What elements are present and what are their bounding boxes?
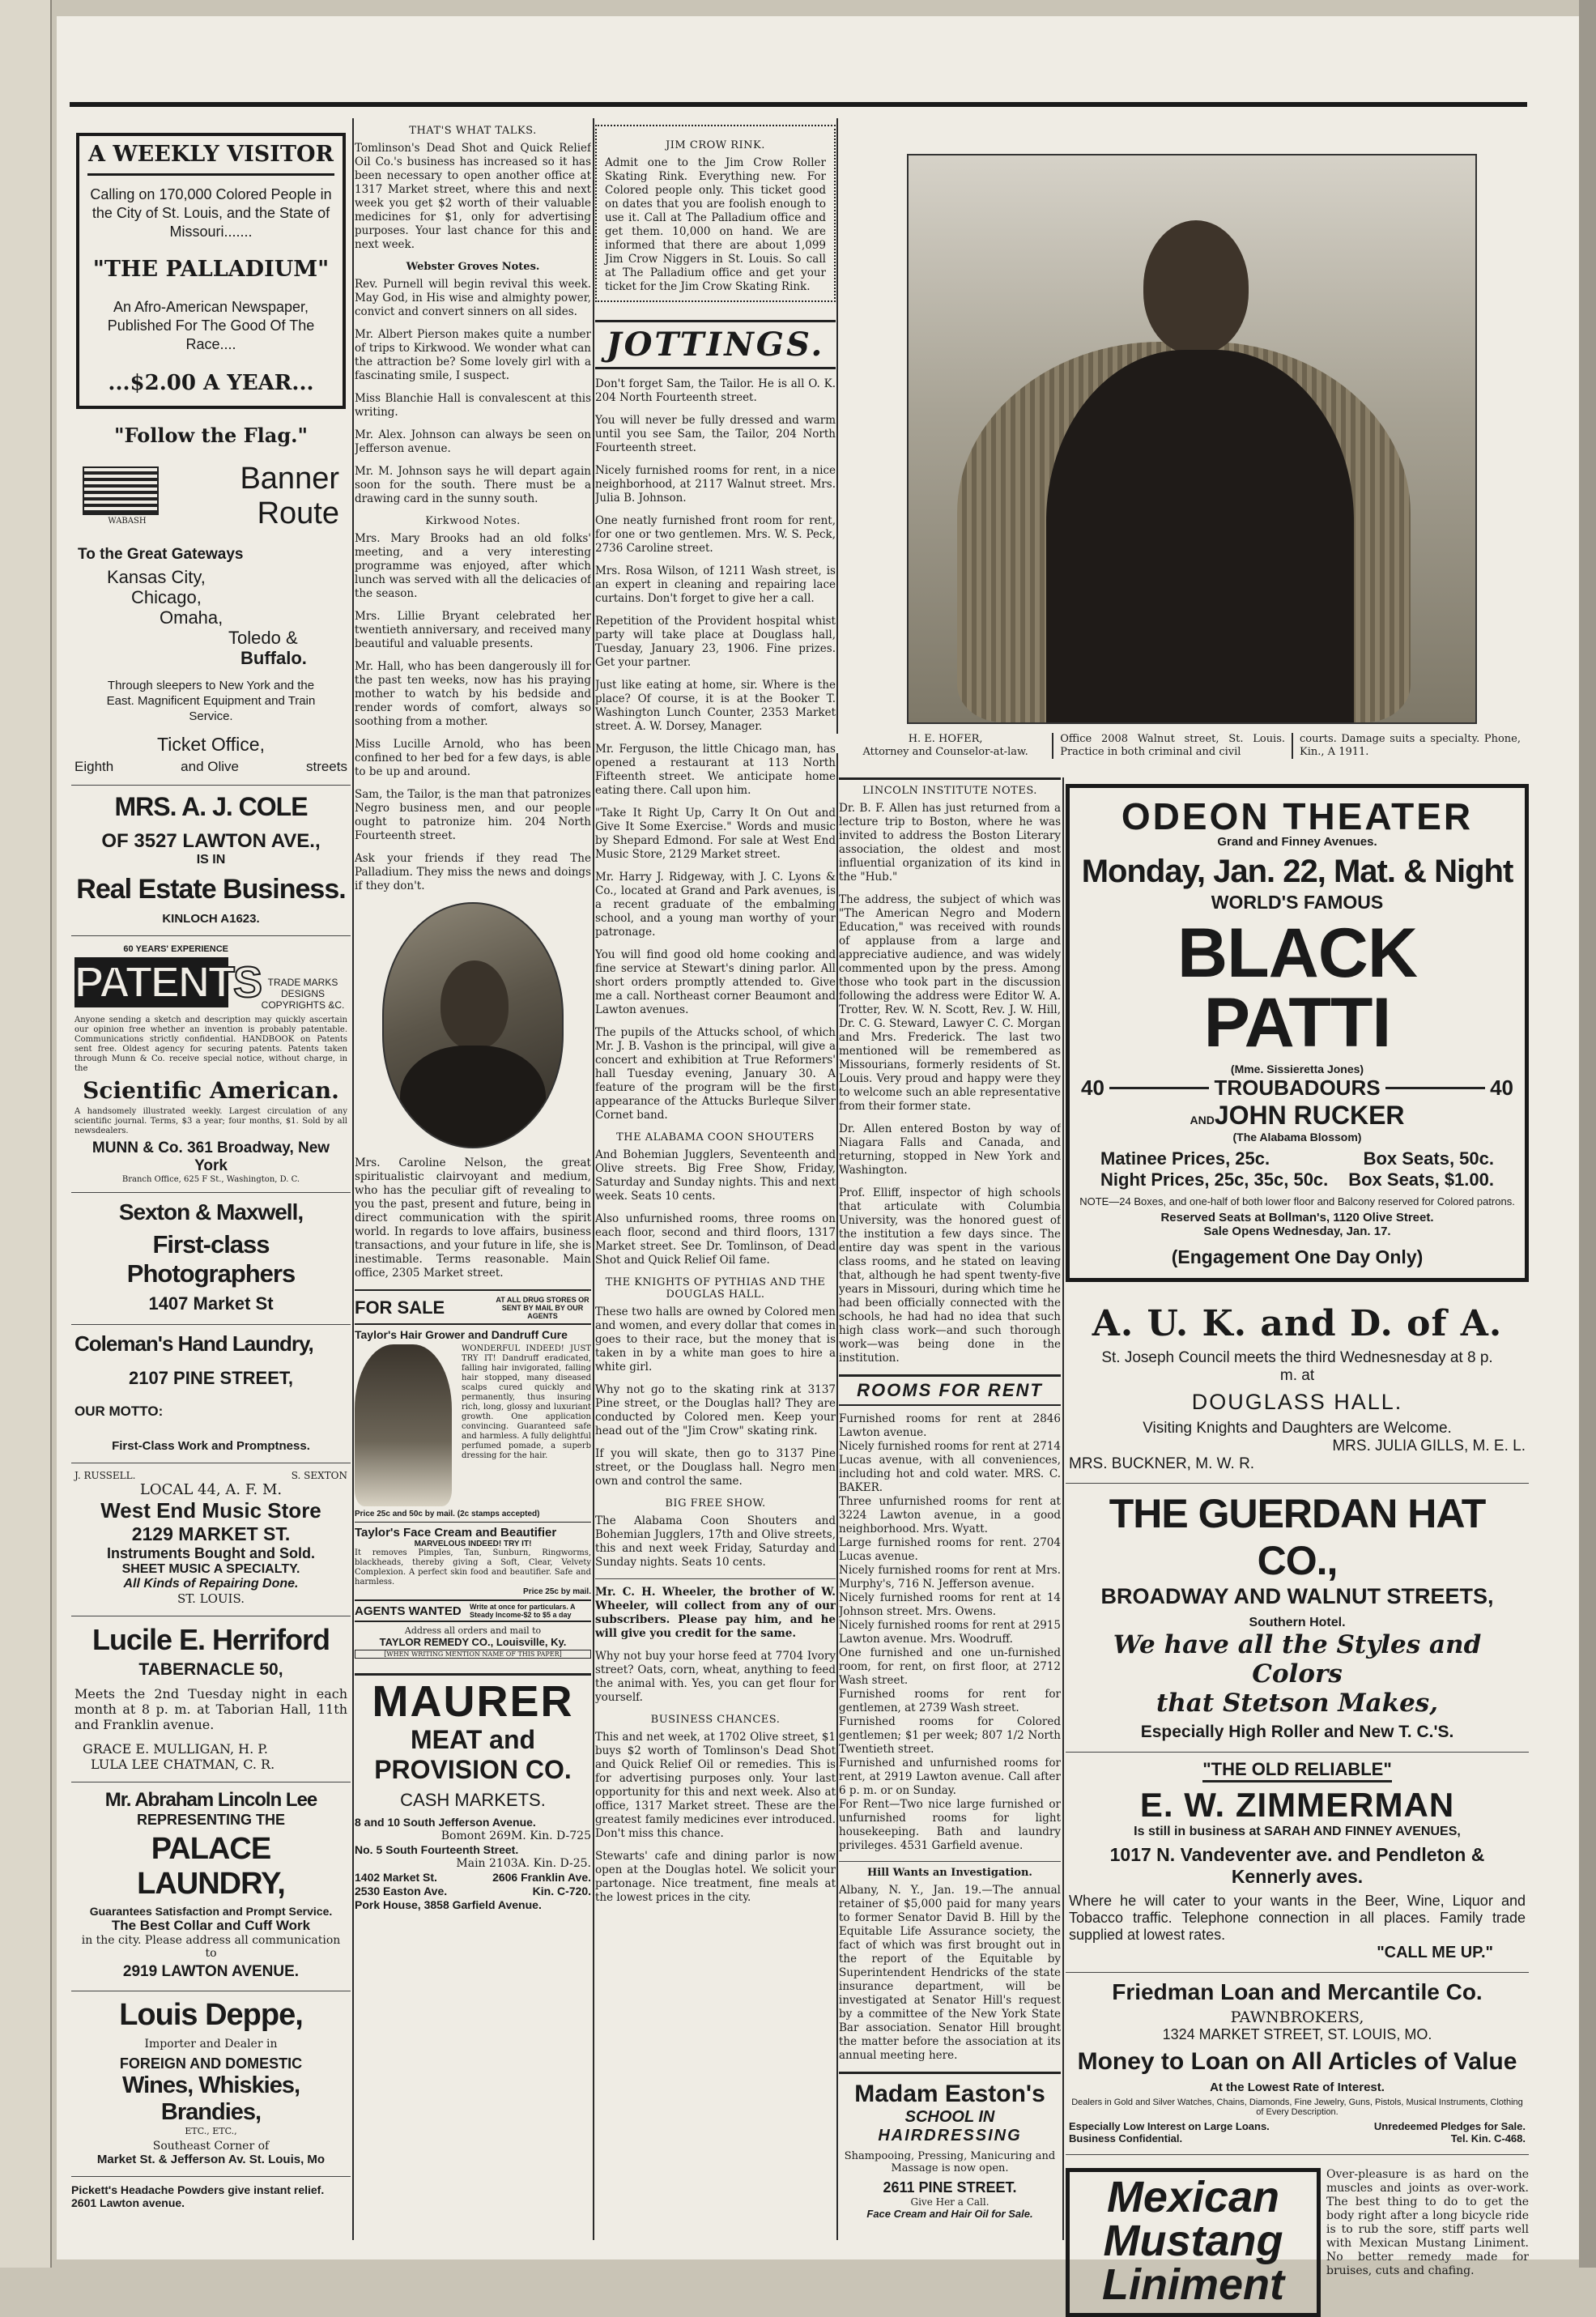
lincoln-item: Prof. Elliff, inspector of high schools that articulate with Columbia University, was the honored guest of the institution a few days since. The entire day was spent in the various class rooms, and he stated on leaving that, although he had spent twenty-five years in Missouri, during which time he had been officially connected with the schools, he had had no idea that such high class work—and such thorough work—was being done in the institution. bbox=[839, 1186, 1061, 1365]
for-sale-side: AT ALL DRUG STORES OR SENT BY MAIL BY OUR AGENTS bbox=[496, 1296, 589, 1320]
sexton-line: First-class Photographers bbox=[126, 1229, 296, 1288]
kirkwood-item: Mr. Hall, who has been dangerously ill for the past ten weeks, now has his praying mother to watch by his bedside and render words of comfort, always so soothing from a mother. bbox=[355, 660, 591, 728]
patents-body: Anyone sending a sketch and description may quickly ascertain our opinion free whether an invention is probably patentable. Communications strictly confidential. HANDBOOK on Patents sent free. Oldest agency for securing patents. Patents taken through Munn & Co. receive special notice, without charge, in the bbox=[74, 1015, 347, 1073]
guerdan-addr: BROADWAY AND WALNUT STREETS, bbox=[1100, 1584, 1494, 1608]
lincoln-item: Dr. B. F. Allen has just returned from a lecture trip to Boston, where he was invited to address the Boston Literary association, the oldest and most influential organization of its kind in the "Hub." bbox=[839, 802, 1061, 884]
coleman-laundry-ad bbox=[71, 1325, 351, 1463]
webster-item: Rev. Purnell will begin revival this week. May God, in His wise and almighty power, convict and convert sinners on all sides. bbox=[355, 278, 591, 318]
mustang-l3: Liniment bbox=[1102, 2260, 1284, 2309]
city-kansas: Kansas City, bbox=[107, 566, 206, 587]
auk-name: A. U. K. and D. of A. bbox=[1092, 1303, 1503, 1344]
lee-name: Mr. Abraham Lincoln Lee bbox=[104, 1788, 317, 1811]
auk-buckner: MRS. BUCKNER, M. W. R. bbox=[1069, 1455, 1255, 1472]
mustang-l1: Mexican bbox=[1106, 2173, 1280, 2221]
jotting-item: You will never be fully dressed and warm until you see Sam, the Tailor, 204 North Fourteenth street. bbox=[595, 414, 836, 454]
weekly-visitor-desc: Calling on 170,000 Colored People in the City of St. Louis, and the State of Missouri....... bbox=[90, 186, 332, 241]
portrait-face bbox=[440, 960, 509, 1050]
mustang-body: Over-pleasure is as hard on the muscles and joints as over-work. The best thing to do to get the body right after a long bicycle ride is to rub the sore, stiff parts well with Mexican Mustang Liniment. No better remedy made for bruises, cuts and chafing. bbox=[1326, 2168, 1529, 2277]
page-edge-shadow bbox=[1579, 0, 1596, 2268]
webster-item: Mr. M. Johnson says he will depart again soon for the south. There must be a drawing card in the sunny south. bbox=[355, 465, 591, 505]
taylor-ad bbox=[355, 1289, 591, 1659]
kirkwood-item: Mrs. Lillie Bryant celebrated her twentieth anniversary, and received many beautiful and valuable presents. bbox=[355, 610, 591, 650]
maurer-addr1: 8 and 10 South Jefferson Avenue. bbox=[355, 1815, 536, 1829]
city-omaha: Omaha, bbox=[160, 607, 223, 628]
hofer-caption-right: courts. Damage suits a specialty. Phone, Kin., A 1911. bbox=[1292, 733, 1527, 759]
mat-box: Box Seats, 50c. bbox=[1363, 1148, 1494, 1169]
night-box: Box Seats, $1.00. bbox=[1348, 1169, 1494, 1190]
kirkwood-item: Sam, the Tailor, is the man that patronizes Negro business men, and our people ought to patronize him. 204 North Fourteenth street. bbox=[355, 788, 591, 842]
column-rule bbox=[352, 118, 354, 2240]
friedman-ad bbox=[1066, 1973, 1529, 2155]
munn-branch: Branch Office, 625 F St., Washington, D. C. bbox=[121, 1174, 300, 1184]
zimmerman-call: "CALL ME UP." bbox=[1377, 1944, 1493, 1961]
odeon-fame: WORLD'S FAMOUS bbox=[1211, 892, 1384, 913]
friedman-right1: Unredeemed Pledges for Sale. bbox=[1373, 2120, 1526, 2132]
odeon-sale: Sale Opens Wednesday, Jan. 17. bbox=[1203, 1225, 1391, 1238]
city-toledo: Toledo & bbox=[228, 627, 298, 648]
cole-business: Real Estate Business. bbox=[76, 873, 346, 905]
zimmerman-ad bbox=[1066, 1753, 1529, 1973]
sexton-name: Sexton & Maxwell, bbox=[118, 1199, 304, 1225]
old-reliable: "THE OLD RELIABLE" bbox=[1202, 1759, 1392, 1782]
column-4 bbox=[839, 771, 1061, 2220]
jim-crow-head: JIM CROW RINK. bbox=[666, 139, 765, 151]
auk-body: St. Joseph Council meets the third Wednesnesday at 8 p. m. at bbox=[1101, 1349, 1493, 1384]
lee-line3: in the city. Please address all communication to bbox=[81, 1933, 341, 1960]
zimmerman-name: E. W. ZIMMERMAN bbox=[1139, 1786, 1455, 1824]
room-listing: For Rent—Two nice large furnished or unfurnished rooms for light housekeeping. Bath and laundry privileges. 4531 Garfield avenue. bbox=[839, 1798, 1061, 1852]
sexton-maxwell-ad bbox=[71, 1193, 351, 1325]
stewart-notice: Stewarts' cafe and dining parlor is now open at the Douglas hotel. We solicit your partonage. Nice treatment, fine meals at the lowest prices in the city. bbox=[595, 1850, 836, 1904]
taylor-addr-label: Address all orders and mail to bbox=[404, 1625, 542, 1636]
odeon-reserved: Reserved Seats at Bollman's, 1120 Olive Street. bbox=[1160, 1211, 1434, 1225]
room-listing: One furnished and one un-furnished room, for rent, on first floor, at 2712 Wash street. bbox=[839, 1646, 1061, 1687]
webster-item: Mr. Alex. Johnson can always be seen on Jefferson avenue. bbox=[355, 428, 591, 455]
banner-word: Banner bbox=[240, 461, 339, 496]
knights-item: These two halls are owned by Colored men and women, and every dollar that comes in goes to their race, but the money that is taken in by a white man goes to hire a white girl. bbox=[595, 1305, 836, 1374]
hill-body: Albany, N. Y., Jan. 19.—The annual retainer of $5,000 paid for many years to former Senator David B. Hill by the Equitable Life Assurance society, the fact of which was first brought out in the report of the Equitable by Superintendent Hendricks of the state insurance department, will be investigated at Senator Hill's request by a committee of the New York State Bar association. Senator Hill brought the matter before the association at its annual meeting here. bbox=[839, 1884, 1061, 2062]
maurer-addr3-left: 1402 Market St. bbox=[355, 1870, 437, 1884]
herriford-officer1: GRACE E. MULLIGAN, H. P. bbox=[83, 1740, 268, 1757]
maurer-addr2-phone: Main 2103A. Kin. D-25. bbox=[456, 1856, 591, 1870]
lee-laundry-ad bbox=[71, 1782, 351, 1991]
ticket-addr-left: Eighth bbox=[74, 758, 114, 774]
kirkwood-item: Ask your friends if they read The Palladium. They miss the news and doings if they don't. bbox=[355, 852, 591, 892]
for-sale-label: FOR SALE bbox=[355, 1297, 445, 1318]
auk-gills: MRS. JULIA GILLS, M. E. L. bbox=[1332, 1437, 1526, 1455]
rooms-head: ROOMS FOR RENT bbox=[839, 1374, 1061, 1406]
deppe-line3: Wines, Whiskies, Brandies, bbox=[121, 2072, 300, 2125]
palace-laundry: PALACE LAUNDRY, bbox=[137, 1831, 285, 1901]
jotting-item: Mr. Ferguson, the little Chicago man, has opened a restaurant at 113 North Fifteenth street. We anticipate home eating there. Call upon him. bbox=[595, 743, 836, 797]
column-rule bbox=[836, 118, 838, 734]
coleman-addr: 2107 PINE STREET, bbox=[129, 1367, 293, 1388]
local-afm: LOCAL 44, A. F. M. bbox=[139, 1480, 283, 1498]
city-buffalo: Buffalo. bbox=[240, 647, 307, 668]
cole-ad bbox=[71, 786, 351, 936]
banner-route-ad bbox=[71, 422, 351, 786]
lee-addr: 2919 LAWTON AVENUE. bbox=[122, 1962, 300, 1980]
face-cream-marv: MARVELOUS INDEED! TRY IT! bbox=[414, 1540, 532, 1548]
webster-item: Miss Blanchie Hall is convalescent at this writing. bbox=[355, 392, 591, 419]
west-end-line2: SHEET MUSIC A SPECIALTY. bbox=[121, 1561, 300, 1576]
sexton: S. SEXTON bbox=[291, 1469, 347, 1481]
west-end-line1: Instruments Bought and Sold. bbox=[107, 1544, 315, 1561]
jotting-item: Don't forget Sam, the Tailor. He is all O. K. 204 North Fourteenth street. bbox=[595, 377, 836, 404]
deppe-addr: Market St. & Jefferson Av. St. Louis, Mo bbox=[96, 2152, 326, 2166]
patents-body2: A handsomely illustrated weekly. Largest circulation of any scientific journal. Terms, $3 a year; four months, $1. Sold by all newsdealers. bbox=[74, 1106, 347, 1135]
kirkwood-item: Mrs. Mary Brooks had an old folks' meeting, and a very interesting programme was enjoyed, after which lunch was served with all the delicacies of the season. bbox=[355, 532, 591, 600]
weekly-visitor-price: ...$2.00 A YEAR... bbox=[108, 371, 314, 396]
weekly-visitor-ad bbox=[76, 133, 346, 409]
odeon-num-left: 40 bbox=[1081, 1075, 1104, 1100]
maurer-line1: MEAT and bbox=[410, 1724, 536, 1754]
easton-school: SCHOOL IN bbox=[904, 2108, 995, 2126]
friedman-addr: 1324 MARKET STREET, ST. LOUIS, MO. bbox=[1162, 2026, 1432, 2042]
ticket-office: Ticket Office, bbox=[157, 733, 265, 755]
herriford-ad bbox=[71, 1616, 351, 1782]
west-end-addr: 2129 MARKET ST. bbox=[131, 1523, 291, 1544]
deppe-line1: Importer and Dealer in bbox=[144, 2037, 278, 2051]
odeon-ad bbox=[1066, 784, 1529, 1282]
nelson-portrait bbox=[382, 902, 564, 1148]
guerdan-line2: that Stetson Makes, bbox=[1156, 1689, 1439, 1718]
hofer-portrait bbox=[907, 154, 1477, 724]
odeon-num-right: 40 bbox=[1490, 1075, 1514, 1100]
auk-ad bbox=[1066, 1297, 1529, 1484]
lincoln-head: LINCOLN INSTITUTE NOTES. bbox=[839, 777, 1061, 797]
room-listing: Furnished rooms for rent for gentlemen, at 2739 Wash street. bbox=[839, 1688, 1061, 1714]
knights-head: THE KNIGHTS OF PYTHIAS AND THE DOUGLAS HALL. bbox=[605, 1276, 826, 1301]
easton-name: Madam Easton's bbox=[854, 2081, 1045, 2107]
hofer-name: H. E. HOFER, bbox=[908, 733, 983, 745]
odeon-loc: Grand and Finney Avenues. bbox=[1217, 835, 1377, 849]
maurer-addr2: No. 5 South Fourteenth Street. bbox=[355, 1842, 519, 1856]
easton-call: Give Her a Call. bbox=[910, 2196, 990, 2208]
scientific-american: Scientific American. bbox=[83, 1076, 339, 1104]
mat-price: Matinee Prices, 25c. bbox=[1100, 1148, 1270, 1169]
ticket-addr-right: streets bbox=[305, 758, 347, 774]
deppe-line2: FOREIGN AND DOMESTIC bbox=[119, 2055, 303, 2072]
easton-addr: 2611 PINE STREET. bbox=[883, 2179, 1017, 2196]
sexton-addr: 1407 Market St bbox=[148, 1293, 274, 1314]
weekly-visitor-desc2: An Afro-American Newspaper, Published For The Good Of The Race.... bbox=[107, 299, 315, 353]
west-end-name: West End Music Store bbox=[100, 1497, 321, 1523]
friedman-name: Friedman Loan and Mercantile Co. bbox=[1112, 1979, 1483, 2004]
odeon-blossom: (The Alabama Blossom) bbox=[1232, 1131, 1362, 1144]
patents-marks: TRADE MARKS DESIGNS COPYRIGHTS &C. bbox=[261, 976, 345, 1011]
coleman-name: Coleman's Hand Laundry, bbox=[74, 1331, 313, 1356]
west-end-line3: All Kinds of Repairing Done. bbox=[123, 1576, 299, 1591]
top-rule bbox=[70, 102, 1527, 107]
odeon-name: ODEON THEATER bbox=[1121, 795, 1474, 837]
room-listing: Nicely furnished rooms for rent at Mrs. Murphy's, 716 N. Jefferson avenue. bbox=[839, 1564, 1061, 1591]
maurer-ad bbox=[355, 1673, 591, 1912]
maurer-line3: CASH MARKETS. bbox=[400, 1789, 546, 1810]
cole-addr: OF 3527 LAWTON AVE., bbox=[101, 829, 321, 852]
webster-item: Mr. Albert Pierson makes quite a number of trips to Kirkwood. We wonder what can the attraction be? Some lovely girl with a fascinating smile, I suspect. bbox=[355, 328, 591, 382]
russell: J. RUSSELL. bbox=[74, 1469, 136, 1481]
column-5 bbox=[1066, 777, 1529, 2317]
wheeler-notice: Mr. C. H. Wheeler, the brother of W. Wheeler, will collect from any of our subscribers. Please pay him, and he will give you credit for the same. bbox=[595, 1578, 836, 1641]
cole-is-in: IS IN bbox=[196, 852, 226, 867]
previous-page-strip bbox=[0, 0, 52, 2268]
jotting-item: Nicely furnished rooms for rent, in a nice neighborhood, at 2117 Walnut street. Mrs. Julia B. Johnson. bbox=[595, 464, 836, 505]
jottings-head: JOTTINGS. bbox=[595, 320, 836, 369]
room-listing: Furnished rooms for Colored gentlemen; $1 per week; 807 1/2 North Twentieth street. bbox=[839, 1715, 1061, 1756]
west-end-city: ST. LOUIS. bbox=[177, 1591, 245, 1606]
jotting-item: Just like eating at home, sir. Where is the place? Of course, it is at the Booker T. Washington Lunch Counter, 2353 Market street. A. W. Dorsey, Manager. bbox=[595, 679, 836, 733]
deppe-ad bbox=[71, 1991, 351, 2176]
guerdan-line3: Especially High Roller and New T. C.'S. bbox=[1140, 1723, 1454, 1741]
maurer-addr4-left: 2530 Easton Ave. bbox=[355, 1884, 448, 1897]
lincoln-item: The address, the subject of which was "The American Negro and Modern Education," was received with rounds of applause from a large and appreciative audience, and was widely commented upon by the press. Among those who took part in the discussion following the address were Editor W. A. Trotter, Rev. W. N. Scott, Rev. J. W. Hill, Dr. C. G. Steward, Lawyer C. C. Morgan and Mrs. Frederick. The last two mentioned will be remembered as Missourians, formerly residents of St. Louis. Very proud and happy were they to welcome such an able representative from their former state. bbox=[839, 893, 1061, 1113]
hofer-face bbox=[1143, 220, 1249, 354]
douglass-hall: DOUGLASS HALL. bbox=[1191, 1390, 1403, 1414]
jotting-item: Repetition of the Provident hospital whist party will take place at Douglass hall, Tuesday, January 23, 1906. Fine prizes. Get your partner. bbox=[595, 615, 836, 669]
troubadours: TROUBADOURS bbox=[1214, 1075, 1381, 1100]
city-chicago: Chicago, bbox=[131, 586, 202, 607]
column-3 bbox=[595, 121, 836, 1914]
column-rule bbox=[1062, 777, 1064, 2240]
room-listing: Furnished rooms for rent at 2846 Lawton avenue. bbox=[839, 1412, 1061, 1439]
odeon-engage: (Engagement One Day Only) bbox=[1171, 1246, 1424, 1267]
easton-sale: Face Cream and Hair Oil for Sale. bbox=[866, 2208, 1033, 2220]
palladium-name: "THE PALLADIUM" bbox=[92, 257, 330, 283]
mustang-ad bbox=[1066, 2168, 1529, 2317]
coon-item: And Bohemian Jugglers, Seventeenth and Olive streets. Big Free Show, Friday, Saturday and Sunday nights. This and next week. Seats 10 cents. bbox=[595, 1148, 836, 1203]
maurer-line2: PROVISION CO. bbox=[374, 1754, 572, 1784]
jotting-item: One neatly furnished front room for rent, for one or two gentlemen. Mrs. W. S. Peck, 2736 Caroline street. bbox=[595, 514, 836, 555]
chances-body: This and net week, at 1702 Olive street, $1 buys $2 worth of Tomlinson's Dead Shot and Quick Relief Oil or remedies. This is for advertising purposes only. Your last opportunity for this and next week. Also at office, 1317 Market street. These are the greatest family medicines ever introduced. Don't miss this chance. bbox=[595, 1731, 836, 1840]
hofer-caption-mid: Office 2008 Walnut street, St. Louis. Practice in both criminal and civil bbox=[1052, 733, 1292, 759]
easton-body: Shampooing, Pressing, Manicuring and Massage is now open. bbox=[844, 2150, 1056, 2174]
hofer-caption bbox=[839, 733, 1527, 759]
maurer-addr4-right: Kin. C-720. bbox=[532, 1884, 591, 1897]
route-word: Route bbox=[257, 496, 339, 530]
jotting-item: You will find good old home cooking and fine service at Stewart's dining parlor. All short orders promptly attended to. Give me a call. Northeast corner Beaumont and Lawton avenues. bbox=[595, 948, 836, 1016]
lee-repr: REPRESENTING THE bbox=[136, 1811, 286, 1828]
portrait-body bbox=[400, 1046, 546, 1148]
column-1 bbox=[71, 121, 351, 2209]
column-rule bbox=[593, 118, 594, 2240]
coleman-motto-label: OUR MOTTO: bbox=[74, 1403, 164, 1419]
friedman-left1: Especially Low Interest on Large Loans. bbox=[1069, 2120, 1270, 2132]
jotting-item: Mr. Harry J. Ridgeway, with J. C. Lyons & Co., located at Grand and Park avenues, is a recent graduate of the embalming school, and a young man worthy of your patronage. bbox=[595, 871, 836, 939]
patents-ad bbox=[71, 936, 351, 1193]
hair-woman-illustration bbox=[355, 1344, 452, 1506]
guerdan-name: THE GUERDAN HAT CO., bbox=[1109, 1491, 1486, 1583]
kirkwood-head: Kirkwood Notes. bbox=[425, 515, 521, 527]
patents-years: 60 YEARS' EXPERIENCE bbox=[123, 943, 228, 954]
lee-line1: Guarantees Satisfaction and Prompt Service. bbox=[89, 1904, 333, 1918]
guerdan-hat-ad bbox=[1066, 1484, 1529, 1753]
black-patti: BLACK PATTI bbox=[1177, 914, 1417, 1062]
herriford-officer2: LULA LEE CHATMAN, C. R. bbox=[91, 1756, 275, 1772]
free-show-body: The Alabama Coon Shouters and Bohemian Jugglers, 17th and Olive streets, this and next week Friday, Saturday and Sunday nights. Seats 10 cents. bbox=[595, 1514, 836, 1569]
easton-ad bbox=[839, 2072, 1061, 2220]
lincoln-item: Dr. Allen entered Boston by way of Niagara Falls and Canada, and returning, stopped in New York and Washington. bbox=[839, 1122, 1061, 1177]
hill-head: Hill Wants an Investigation. bbox=[839, 1861, 1061, 1879]
maurer-addr5: Pork House, 3858 Garfield Avenue. bbox=[355, 1897, 542, 1911]
ivory-notice: Why not buy your horse feed at 7704 Ivory street? Oats, corn, wheat, anything to feed the animal with. Yes, you can get flour for yourself. bbox=[595, 1650, 836, 1704]
deppe-line4: ETC., ETC., bbox=[185, 2125, 237, 2136]
talks-head: THAT'S WHAT TALKS. bbox=[409, 125, 537, 137]
friedman-left2: Business Confidential. bbox=[1069, 2132, 1183, 2145]
face-cream-body: It removes Pimples, Tan, Sunburn, Ringworms, blackheads, thereby giving a Soft, Clear, Velvety Complexion. A perfect skin food and beautifier. Safe and harmless. bbox=[355, 1548, 591, 1587]
hofer-body bbox=[1046, 350, 1354, 724]
odeon-date: Monday, Jan. 22, Mat. & Night bbox=[1081, 854, 1513, 889]
jim-crow-body: Admit one to the Jim Crow Roller Skating Rink. Everything new. For Colored people only. This ticket good on dates that you are foolish enough to use it. Call at The Palladium office and get them. 10,000 on hand. We are informed that there are about 1,099 Jim Crow Niggers in St. Louis. So call at The Palladium office and get your ticket for the Jim Crow Skating Rink. bbox=[605, 156, 826, 293]
patents-title: PATENTS bbox=[74, 957, 262, 1007]
auk-welcome: Visiting Knights and Daughters are Welcome. bbox=[1143, 1420, 1452, 1437]
nelson-notice: Mrs. Caroline Nelson, the great spiritualistic clairvoyant and medium, who has the peculiar gift of revealing to you the past, present and future, being in direct communication with the spirit world. In regards to love affairs, business transactions, and your future in life, she is inestimable. Terms reasonable. Main office, 2305 Market street. bbox=[355, 1156, 591, 1280]
friedman-pawn: PAWNBROKERS, bbox=[1230, 2008, 1364, 2026]
maurer-name: MAURER bbox=[372, 1677, 574, 1726]
knights-item: If you will skate, then go to 3137 Pine street, or the Douglass hall. Negro men own and control the same. bbox=[595, 1447, 836, 1488]
mustang-l2: Mustang bbox=[1103, 2217, 1283, 2265]
chances-head: BUSINESS CHANCES. bbox=[650, 1714, 781, 1726]
john-rucker: JOHN RUCKER bbox=[1214, 1101, 1405, 1130]
west-end-music-ad bbox=[71, 1463, 351, 1616]
coon-head: THE ALABAMA COON SHOUTERS bbox=[616, 1131, 815, 1144]
taylor-addr: TAYLOR REMEDY CO., Louisville, Ky. bbox=[379, 1636, 567, 1648]
zimmerman-line1: Is still in business at SARAH AND FINNEY AVENUES, bbox=[1134, 1825, 1461, 1838]
hair-grower-title: Taylor's Hair Grower and Dandruff Cure bbox=[355, 1328, 568, 1341]
hair-grower-price: Price 25c and 50c by mail. (2c stamps accepted) bbox=[355, 1510, 591, 1523]
room-listing: Three unfurnished rooms for rent at 3224 Lawton avenue, in a good neighborhood. Mrs. Wyatt. bbox=[839, 1495, 1061, 1535]
friedman-dealers: Dealers in Gold and Silver Watches, Chains, Diamonds, Fine Jewelry, Guns, Pistols, Musical Instruments, Clothing of Every Description. bbox=[1071, 2098, 1523, 2117]
herriford-body: Meets the 2nd Tuesday night in each month at 8 p. m. at Taborian Hall, 11th and Franklin avenue. bbox=[74, 1685, 347, 1732]
knights-item: Why not go to the skating rink at 3137 Pine street, or the Douglas hall? They are conducted by Colored men. Keep your head out of the "Jim Crow" skating rink. bbox=[595, 1383, 836, 1437]
herriford-name: Lucile E. Herriford bbox=[92, 1622, 330, 1656]
free-show-head: BIG FREE SHOW. bbox=[665, 1497, 766, 1510]
jim-crow-ticket bbox=[595, 125, 836, 302]
hair-grower-body: WONDERFUL INDEED! JUST TRY IT! Dandruff eradicated, falling hair invigorated, falling hair stopped, many diseased scalps cured quickly and permanently, thus insuring rich, long, glossy and luxuriant growth. One application convincing. Guaranteed safe and harmless. A fully delightful perfumed pomade, a superb dressing for the hair. bbox=[462, 1344, 591, 1460]
column-2 bbox=[355, 121, 591, 1912]
easton-hair: HAIRDRESSING bbox=[878, 2127, 1022, 2145]
jotting-item: "Take It Right Up, Carry It On Out and Give It Some Exercise." Words and music by Shepard Edmond. For sale at West End Music Store, 2129 Market street. bbox=[595, 807, 836, 861]
room-listing: Nicely furnished rooms for rent at 14 Johnson street. Mrs. Owens. bbox=[839, 1591, 1061, 1618]
column-rule bbox=[836, 753, 838, 2240]
herriford-tab: TABERNACLE 50, bbox=[138, 1659, 283, 1679]
face-cream-price: Price 25c by mail. bbox=[523, 1587, 591, 1596]
friedman-right2: Tel. Kin. C-468. bbox=[1450, 2132, 1526, 2145]
deppe-corner: Southeast Corner of bbox=[152, 2139, 270, 2153]
night-price: Night Prices, 25c, 35c, 50c. bbox=[1100, 1169, 1329, 1190]
agents-wanted: AGENTS WANTED bbox=[355, 1604, 462, 1618]
gateways-line: To the Great Gateways bbox=[78, 545, 244, 563]
room-listing: Nicely furnished rooms for rent at 2714 Lucas avenue, with all conveniences, including hot and cold water. MRS. C. BAKER. bbox=[839, 1440, 1061, 1494]
zimmerman-line2: 1017 N. Vandeventer ave. and Pendleton & Kennerly aves. bbox=[1109, 1844, 1485, 1887]
coleman-motto: First-Class Work and Promptness. bbox=[112, 1438, 310, 1453]
maurer-addr1-phone: Bomont 269M. Kin. D-725 bbox=[440, 1829, 591, 1842]
ticket-addr-mid: and Olive bbox=[181, 758, 239, 774]
jotting-item: The pupils of the Attucks school, of which Mr. J. B. Vashon is the principal, will give a concert and exhibition at True Reformers' hall Tuesday evening, January 30. A feature of the program will be the first appearance of the Attucks Burleque Silver Cornet band. bbox=[595, 1026, 836, 1122]
cole-phone: KINLOCH A1623. bbox=[162, 911, 260, 926]
flag-text: WABASH bbox=[108, 517, 147, 526]
weekly-visitor-title: A WEEKLY VISITOR bbox=[87, 143, 334, 176]
agents-side: Write at once for particulars. A Steady Income-$2 to $5 a day bbox=[470, 1603, 576, 1619]
guerdan-line1: We have all the Styles and Colors bbox=[1113, 1630, 1482, 1689]
guerdan-hotel: Southern Hotel. bbox=[1249, 1616, 1346, 1629]
coon-item: Also unfurnished rooms, three rooms on each floor, second and third floors, 1317 Market street. See Dr. Tomlinson, of Dead Shot and Quick Relief Oil fame. bbox=[595, 1212, 836, 1267]
odeon-note: NOTE—24 Boxes, and one-half of both lower floor and Balcony reserved for Colored patrons. bbox=[1079, 1195, 1515, 1207]
flag-icon bbox=[83, 466, 159, 515]
talks-body: Tomlinson's Dead Shot and Quick Relief Oil Co.'s business has increased so it has been necessary to open another office at 1317 Market street, where this and next week you get $2 worth of their valuable medicines for $1, only for advertising purposes. Your last chance for this and next week. bbox=[355, 142, 591, 251]
munn-co: MUNN & Co. 361 Broadway, New York bbox=[92, 1139, 330, 1174]
webster-head: Webster Groves Notes. bbox=[406, 261, 540, 273]
banner-motto: "Follow the Flag." bbox=[113, 423, 308, 447]
banner-service: Through sleepers to New York and the East. Magnificent Equipment and Train Service. bbox=[106, 678, 316, 723]
room-listing: Large furnished rooms for rent. 2704 Lucas avenue. bbox=[839, 1536, 1061, 1563]
friedman-money: Money to Loan on All Articles of Value bbox=[1077, 2048, 1517, 2075]
kirkwood-item: Miss Lucille Arnold, who has been confined to her bed for a few days, is able to be up and around. bbox=[355, 738, 591, 778]
hofer-title: Attorney and Counselor-at-law. bbox=[862, 746, 1028, 758]
friedman-rate: At the Lowest Rate of Interest. bbox=[1210, 2081, 1385, 2094]
jotting-item: Mrs. Rosa Wilson, of 1211 Wash street, is an expert in cleaning and repairing lace curtains. Don't forget to give her a call. bbox=[595, 564, 836, 605]
taylor-mention: [WHEN WRITING MENTION NAME OF THIS PAPER] bbox=[355, 1650, 591, 1659]
deppe-name: Louis Deppe, bbox=[119, 1997, 303, 2032]
face-cream-title: Taylor's Face Cream and Beautifier bbox=[355, 1526, 557, 1540]
odeon-and: AND bbox=[1190, 1114, 1215, 1127]
lee-line2: The Best Collar and Cuff Work bbox=[111, 1917, 311, 1933]
maurer-addr3-right: 2606 Franklin Ave. bbox=[492, 1870, 591, 1884]
room-listing: Furnished and unfurnished rooms for rent, at 2919 Lawton avenue. Call after 6 p. m. or on Sunday. bbox=[839, 1757, 1061, 1797]
odeon-mme: (Mme. Sissieretta Jones) bbox=[1230, 1063, 1364, 1075]
zimmerman-body: Where he will cater to your wants in the Beer, Wine, Liquor and Tobacco traffic. Telephone connection in all places. Family trade supplied at lowest rates. bbox=[1069, 1893, 1526, 1943]
room-listing: Nicely furnished rooms for rent at 2915 Lawton avenue. Mrs. Woodruff. bbox=[839, 1619, 1061, 1646]
pickett-ad: Pickett's Headache Powders give instant relief. 2601 Lawton avenue. bbox=[71, 2176, 351, 2209]
cole-name: MRS. A. J. COLE bbox=[114, 791, 308, 821]
